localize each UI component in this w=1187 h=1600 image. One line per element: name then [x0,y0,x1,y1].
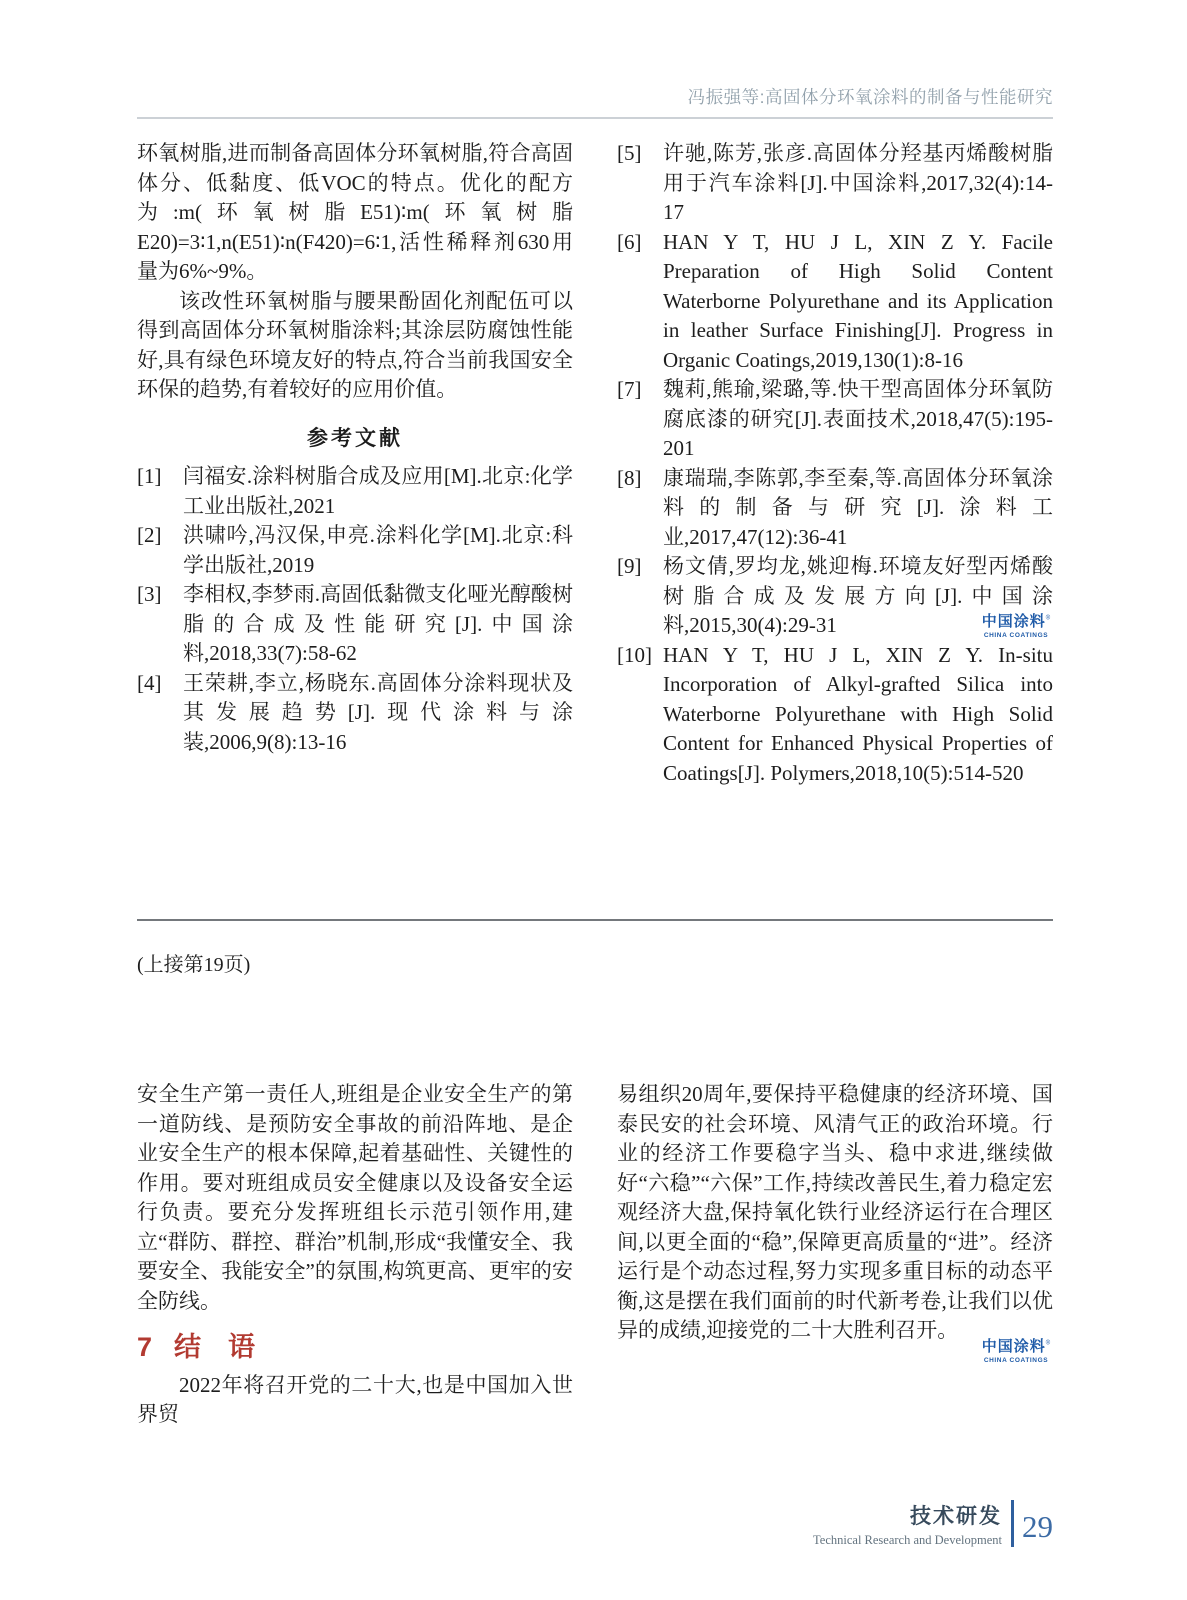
references-heading: 参考文献 [307,425,403,450]
reference-number: [1] [137,464,162,488]
top-left-column [137,139,573,757]
section-heading [137,1333,573,1363]
section-title: 结 语 [174,1332,256,1362]
logo-trademark-icon: ® [1045,1340,1051,1347]
body-paragraph: 2022年将召开党的二十大,也是中国加入世界贸 [137,1372,573,1426]
continuation-note: (上接第19页) [137,954,251,976]
china-coatings-logo-en: CHINA COATINGS [983,632,1049,639]
bottom-right-column [617,1080,1053,1346]
reference-item [137,669,573,758]
page-footer [0,1500,1053,1547]
reference-item [617,641,1053,789]
reference-item [137,462,573,521]
header-rule [137,117,1053,119]
bottom-left-column [137,1080,573,1430]
china-coatings-logo-zh: 中国涂料® [981,613,1051,630]
reference-text: HAN Y T, HU J L, XIN Z Y. In-situ Incorporation of Alkyl-grafted Silica into Waterborne Polyurethane with High Solid Content for Enhanced Physical Properties of Coatings[J]. Polymers,2018,10(5):514-520 [663,642,1053,785]
reference-number: [6] [617,229,642,254]
china-coatings-logo [980,613,1052,639]
reference-number: [4] [137,670,162,695]
footer-section-subtitle: Technical Research and Development [813,1533,1002,1547]
china-coatings-logo [980,1338,1052,1364]
footer-divider [1011,1500,1014,1547]
reference-number: [2] [137,523,162,547]
reference-number: [8] [617,465,642,490]
footer-section [813,1504,1002,1547]
reference-item [137,580,573,669]
reference-text: 洪啸吟,冯汉保,申亮.涂料化学[M].北京:科学出版社,2019 [183,523,573,577]
reference-text: 魏莉,熊瑜,梁璐,等.快干型高固体分环氧防腐底漆的研究[J].表面技术,2018,47(5):195-201 [663,377,1053,460]
reference-number: [3] [137,582,162,606]
footer-section-title: 技术研发 [910,1505,1002,1528]
reference-text: 李相权,李梦雨.高固低黏微支化哑光醇酸树脂的合成及性能研究[J].中国涂料,2018,33(7):58-62 [183,582,573,665]
china-coatings-logo-en: CHINA COATINGS [983,1357,1049,1364]
reference-number: [7] [617,377,642,401]
china-coatings-logo-zh: 中国涂料® [981,1338,1051,1355]
reference-text: 杨文倩,罗均龙,姚迎梅.环境友好型丙烯酸树脂合成及发展方向[J].中国涂料,2015,30(4):29-31 [663,554,1053,637]
reference-text: 闫福安.涂料树脂合成及应用[M].北京:化学工业出版社,2021 [183,464,573,518]
running-head: 冯振强等:高固体分环氧涂料的制备与性能研究 [687,87,1053,107]
reference-item [617,375,1053,464]
section-divider [137,919,1053,921]
top-right-column [617,139,1053,788]
body-paragraph: 环氧树脂,进而制备高固体分环氧树脂,符合高固体分、低黏度、低VOC的特点。优化的配方为:m(环氧树脂E51)∶m(环氧树脂E20)=3∶1,n(E51)∶n(F420)=6∶1,活性稀释剂630用量为6%~9%。 [137,141,573,283]
page-number: 29 [1022,1509,1053,1544]
reference-item [617,228,1053,376]
body-paragraph: 安全生产第一责任人,班组是企业安全生产的第一道防线、是预防安全事故的前沿阵地、是企业安全生产的根本保障,起着基础性、关键性的作用。要对班组成员安全健康以及设备安全运行负责。要充分发挥班组长示范引领作用,建立“群防、群控、群治”机制,形成“我懂安全、我要安全、我能安全”的氛围,构筑更高、更牢的安全防线。 [137,1082,573,1313]
reference-number: [5] [617,141,642,165]
body-paragraph: 该改性环氧树脂与腰果酚固化剂配伍可以得到高固体分环氧树脂涂料;其涂层防腐蚀性能好,具有绿色环境友好的特点,符合当前我国安全环保的趋势,有着较好的应用价值。 [137,288,573,401]
reference-text: 王荣耕,李立,杨晓东.高固体分涂料现状及其发展趋势[J].现代涂料与涂装,2006,9(8):13-16 [183,670,573,754]
section-number: 7 [137,1332,153,1362]
reference-text: 康瑞瑞,李陈郭,李至秦,等.高固体分环氧涂料的制备与研究[J].涂料工业,2017,47(12):36-41 [663,465,1053,549]
reference-text: 许驰,陈芳,张彦.高固体分羟基丙烯酸树脂用于汽车涂料[J].中国涂料,2017,32(4):14-17 [663,141,1053,224]
reference-item [137,521,573,580]
reference-item [617,464,1053,553]
reference-number: [10] [617,642,652,667]
reference-text: HAN Y T, HU J L, XIN Z Y. Facile Preparation of High Solid Content Waterborne Polyurethane and its Application in leather Surface Finishing[J]. Progress in Organic Coatings,2019,130(1):8-16 [663,229,1053,372]
reference-number: [9] [617,554,642,578]
reference-item [617,139,1053,228]
body-paragraph: 易组织20周年,要保持平稳健康的经济环境、国泰民安的社会环境、风清气正的政治环境。行业的经济工作要稳字当头、稳中求进,继续做好“六稳”“六保”工作,持续改善民生,着力稳定宏观经济大盘,保持氧化铁行业经济运行在合理区间,以更全面的“稳”,保障更高质量的“进”。经济运行是个动态过程,努力实现多重目标的动态平衡,这是摆在我们面前的时代新考卷,让我们以优异的成绩,迎接党的二十大胜利召开。 [617,1082,1053,1342]
logo-trademark-icon: ® [1045,615,1051,622]
